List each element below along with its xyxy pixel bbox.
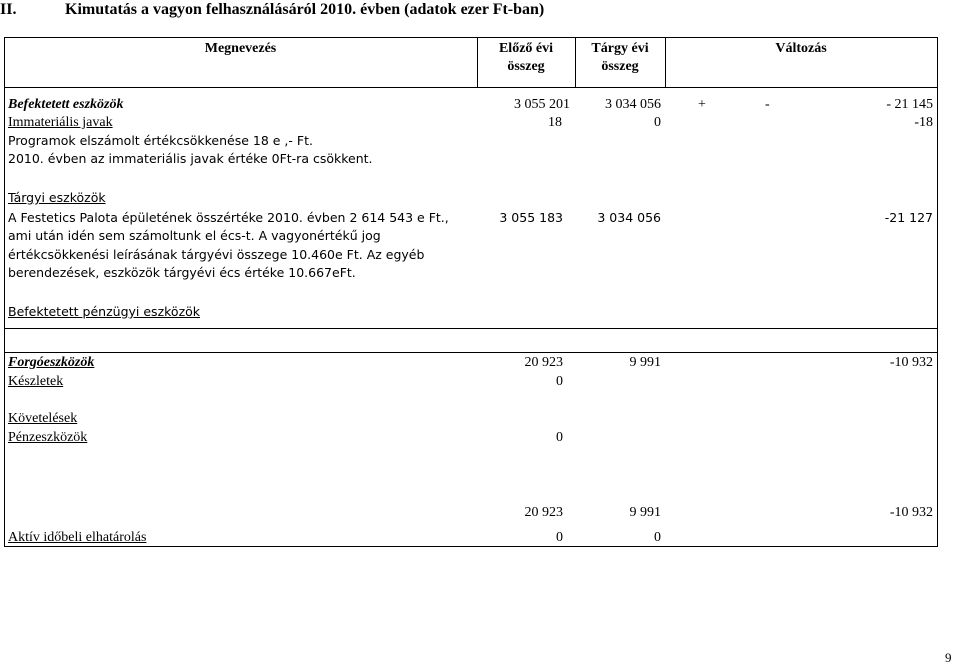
- row-aktiv-prev: 0: [556, 530, 563, 545]
- row-immaterialis-curr: 0: [654, 115, 661, 130]
- section-separator-2: [4, 352, 938, 353]
- immaterialis-note-1: Programok elszámolt értékcsökkenése 18 e ,- Ft.: [8, 133, 313, 148]
- row-forgo-label: Forgóeszközök: [8, 355, 95, 370]
- header-prev-line1: Előző évi: [498, 41, 554, 56]
- row-immaterialis-prev: 18: [548, 115, 562, 130]
- header-change: Változás: [775, 41, 827, 56]
- section-separator: [4, 328, 938, 329]
- row-forgo-change: -10 932: [889, 355, 933, 370]
- row-penzugyi-label: Befektetett pénzügyi eszközök: [8, 304, 201, 319]
- header-separator: [4, 87, 938, 88]
- table-border-left: [4, 37, 5, 547]
- row-penzeszkozok-prev: 0: [556, 430, 563, 445]
- row-keszletek-label: Készletek: [8, 374, 64, 389]
- row-immaterialis-change: -18: [914, 115, 933, 130]
- header-curr-line1: Tárgy évi: [591, 41, 649, 56]
- page-number: 9: [945, 650, 952, 665]
- targyi-desc-2: ami után idén sem számoltunk el écs-t. A vagyonértékű jog: [8, 228, 381, 243]
- targyi-desc-4: berendezések, eszközök tárgyévi écs értéke 10.667eFt.: [8, 265, 356, 280]
- row-targyi-prev: 3 055 183: [499, 210, 563, 225]
- row-targyi-label: Tárgyi eszközök: [8, 190, 106, 205]
- page-title: Kimutatás a vagyon felhasználásáról 2010. évben (adatok ezer Ft-ban): [65, 1, 545, 18]
- row-aktiv-label: Aktív időbeli elhatárolás: [8, 530, 147, 545]
- header-curr-line2: összeg: [601, 59, 639, 74]
- table-border-right: [937, 37, 938, 547]
- header-name: Megnevezés: [204, 41, 277, 56]
- row-kovetelesek-label: Követelések: [8, 411, 78, 426]
- targyi-desc-1: A Festetics Palota épületének összértéke 2010. évben 2 614 543 e Ft.,: [8, 210, 449, 225]
- sign-minus: -: [765, 97, 770, 112]
- subtotal-prev: 20 923: [524, 505, 563, 520]
- row-befektetett-curr: 3 034 056: [605, 97, 661, 112]
- subtotal-curr: 9 991: [629, 505, 661, 520]
- row-aktiv-curr: 0: [654, 530, 661, 545]
- row-befektetett-prev: 3 055 201: [514, 97, 570, 112]
- row-immaterialis-label: Immateriális javak: [8, 115, 113, 130]
- table-border-top: [4, 37, 938, 38]
- row-forgo-prev: 20 923: [524, 355, 563, 370]
- row-keszletek-prev: 0: [556, 374, 563, 389]
- row-forgo-curr: 9 991: [629, 355, 661, 370]
- immaterialis-note-2: 2010. évben az immateriális javak értéke 0Ft-ra csökkent.: [8, 151, 373, 166]
- targyi-desc-3: értékcsökkenési leírásának tárgyévi összege 10.460e Ft. Az egyéb: [8, 247, 425, 262]
- subtotal-change: -10 932: [889, 505, 933, 520]
- sign-plus: +: [698, 97, 706, 112]
- row-penzeszkozok-label: Pénzeszközök: [8, 430, 88, 445]
- row-befektetett-label: Befektetett eszközök: [8, 97, 124, 112]
- row-targyi-change: -21 127: [884, 210, 933, 225]
- header-prev-line2: összeg: [507, 59, 545, 74]
- row-targyi-curr: 3 034 056: [597, 210, 661, 225]
- section-number: II.: [0, 1, 17, 18]
- table-border-bottom: [4, 546, 938, 547]
- row-befektetett-change: - 21 145: [886, 97, 933, 112]
